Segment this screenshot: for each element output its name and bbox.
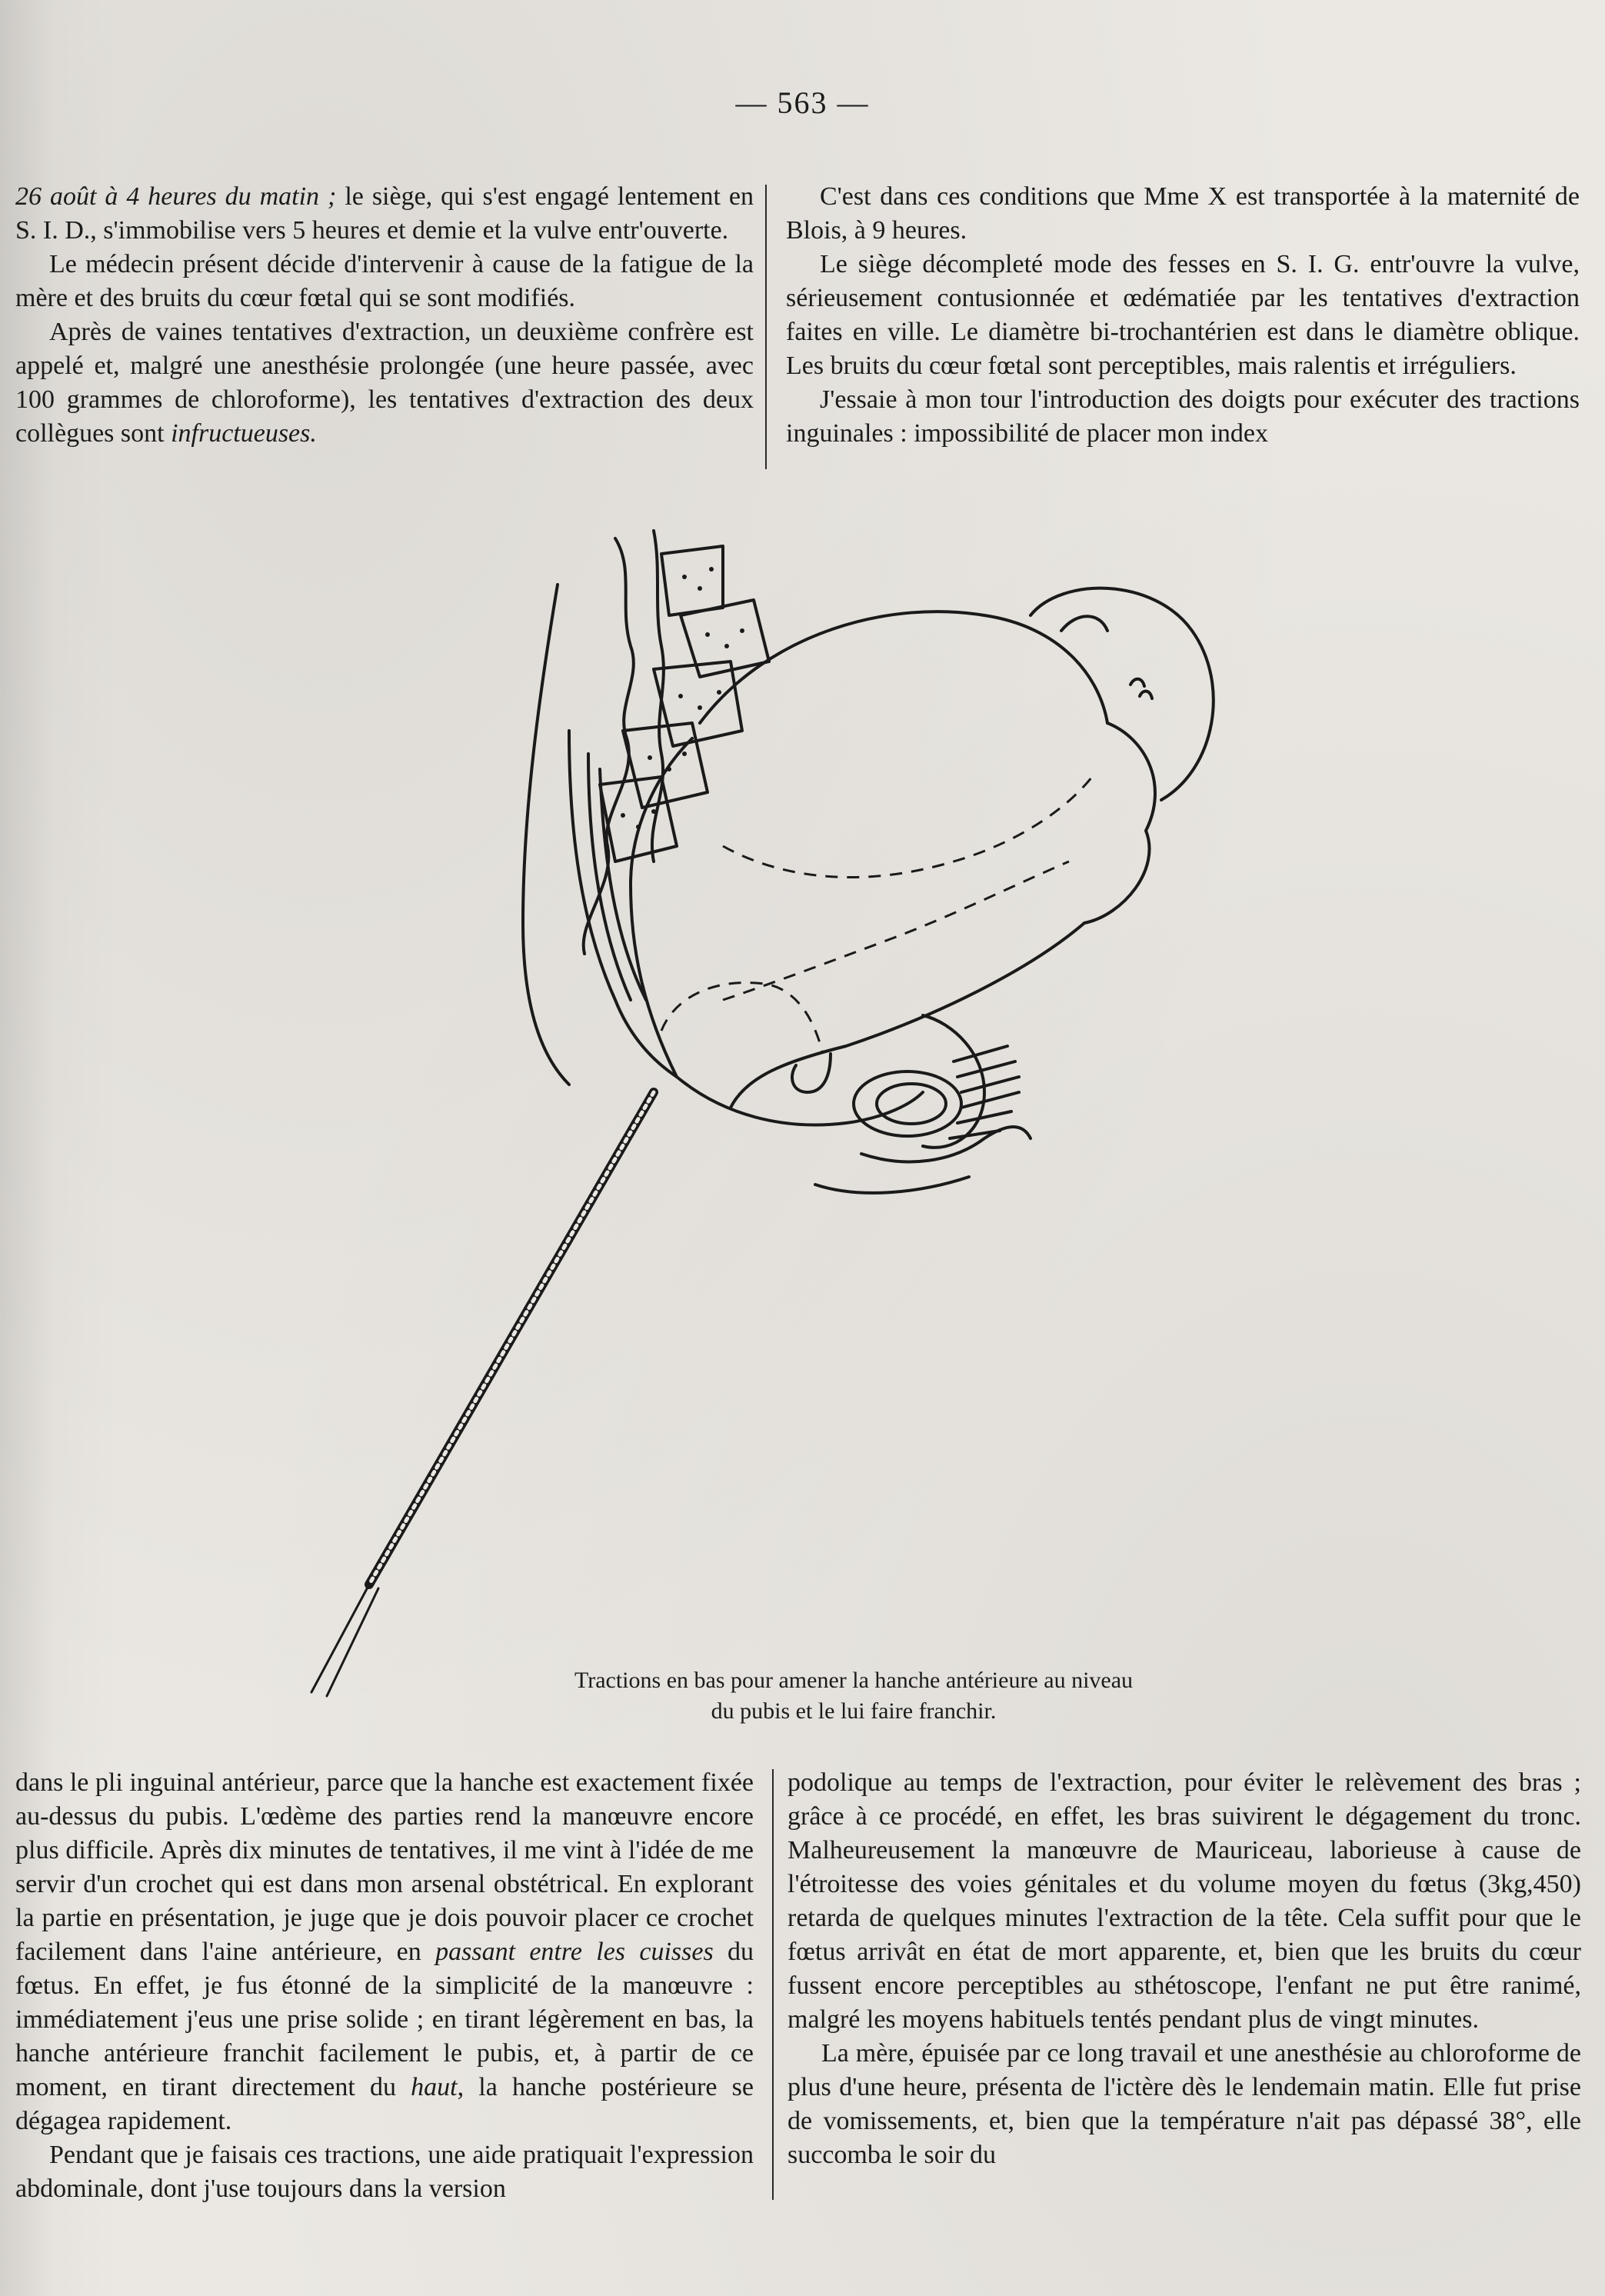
column-bottom-right [788, 1766, 1581, 2172]
paragraph [15, 315, 754, 451]
traction-diagram-drawing [292, 523, 1292, 1723]
paragraph [15, 1766, 754, 2138]
paragraph [15, 180, 754, 248]
paragraph-text: Après de vaines tentatives d'extraction, un deuxième confrère est appelé et, malgré une anesthésie prolongée (une heure passée, avec 100 grammes de chloroforme), les tentatives d'extraction des deux collègues sont [15, 318, 754, 448]
column-top-left [15, 180, 754, 451]
column-top-right [786, 180, 1580, 451]
column-bottom-left [15, 1766, 754, 2206]
paragraph: Le médecin présent décide d'intervenir à cause de la fatigue de la mère et des bruits du cœur fœtal qui se sont modifiés. [15, 250, 754, 312]
italic-phrase: passant entre les cuisses [435, 1938, 714, 1966]
italic-word: infructueuses. [171, 419, 317, 448]
paragraph-text: du fœtus. En effet, je fus étonné de la simplicité de la manœuvre : immédiatement j'eus une prise solide ; en tirant légèrement en bas, la hanche antérieure franchit facilement le pubis, et, à partir de ce moment, en tirant directement du [15, 1938, 754, 2101]
paragraph: J'essaie à mon tour l'introduction des doigts pour exécuter des tractions inguinales : impossibilité de placer mon index [786, 385, 1580, 448]
caption-line: du pubis et le lui faire franchir. [711, 1698, 997, 1724]
column-divider [772, 1769, 774, 2200]
column-divider [765, 185, 767, 469]
caption-line: Tractions en bas pour amener la hanche antérieure au niveau [574, 1668, 1134, 1693]
paragraph: C'est dans ces conditions que Mme X est transportée à la maternité de Blois, à 9 heures. [786, 182, 1580, 245]
italic-word: haut [411, 2073, 458, 2101]
paragraph-text: , la hanche postérieure se dégagea rapidement. [15, 2073, 754, 2135]
italic-date: 26 août à 4 heures du matin ; [15, 182, 337, 211]
figure-caption [431, 1665, 1277, 1727]
paragraph: Pendant que je faisais ces tractions, une aide pratiquait l'expression abdominale, dont j'use toujours dans la version [15, 2141, 754, 2203]
paragraph-text: dans le pli inguinal antérieur, parce que la hanche est exactement fixée au-dessus du pubis. L'œdème des parties rend la manœuvre encore plus difficile. Après dix minutes de tentatives, il me vint à l'idée de me servir d'un crochet qui est dans mon arsenal obstétrical. En explorant la partie en présentation, je juge que je dois pouvoir placer ce crochet facilement dans l'aine antérieure, en [15, 1768, 754, 1966]
page-number: — 563 — [735, 85, 870, 120]
paragraph: Le siège décompleté mode des fesses en S. I. G. entr'ouvre la vulve, sérieusement contusionnée et œdématiée par les tentatives d'extraction faites en ville. Le diamètre bi-trochantérien est dans le diamètre oblique. Les bruits du cœur fœtal sont perceptibles, mais ralentis et irréguliers. [786, 250, 1580, 380]
obstetric-illustration [292, 523, 1292, 1723]
paragraph: podolique au temps de l'extraction, pour éviter le relèvement des bras ; grâce à ce procédé, en effet, les bras suivirent le dégagement du tronc. Malheureusement la manœuvre de Mauriceau, laborieuse à cause de l'étroitesse des voies génitales et du volume moyen du fœtus (3kg,450) retarda de quelques minutes l'extraction de la tête. Cela suffit pour que le fœtus arrivât en état de mort apparente, et, bien que les bruits du cœur fussent encore perceptibles au sthétoscope, l'enfant ne put être ranimé, malgré les moyens habituels tentés pendant plus de vingt minutes. [788, 1768, 1581, 2034]
paragraph: La mère, épuisée par ce long travail et une anesthésie au chloroforme de plus d'une heure, présenta de l'ictère dès le lendemain matin. Elle fut prise de vomissements, et, bien que la température n'ait pas dépassé 38°, elle succomba le soir du [788, 2039, 1581, 2169]
paragraph-text: le siège, qui s'est engagé lentement en S. I. D., s'immobilise vers 5 heures et demie et la vulve entr'ouverte. [15, 182, 754, 245]
